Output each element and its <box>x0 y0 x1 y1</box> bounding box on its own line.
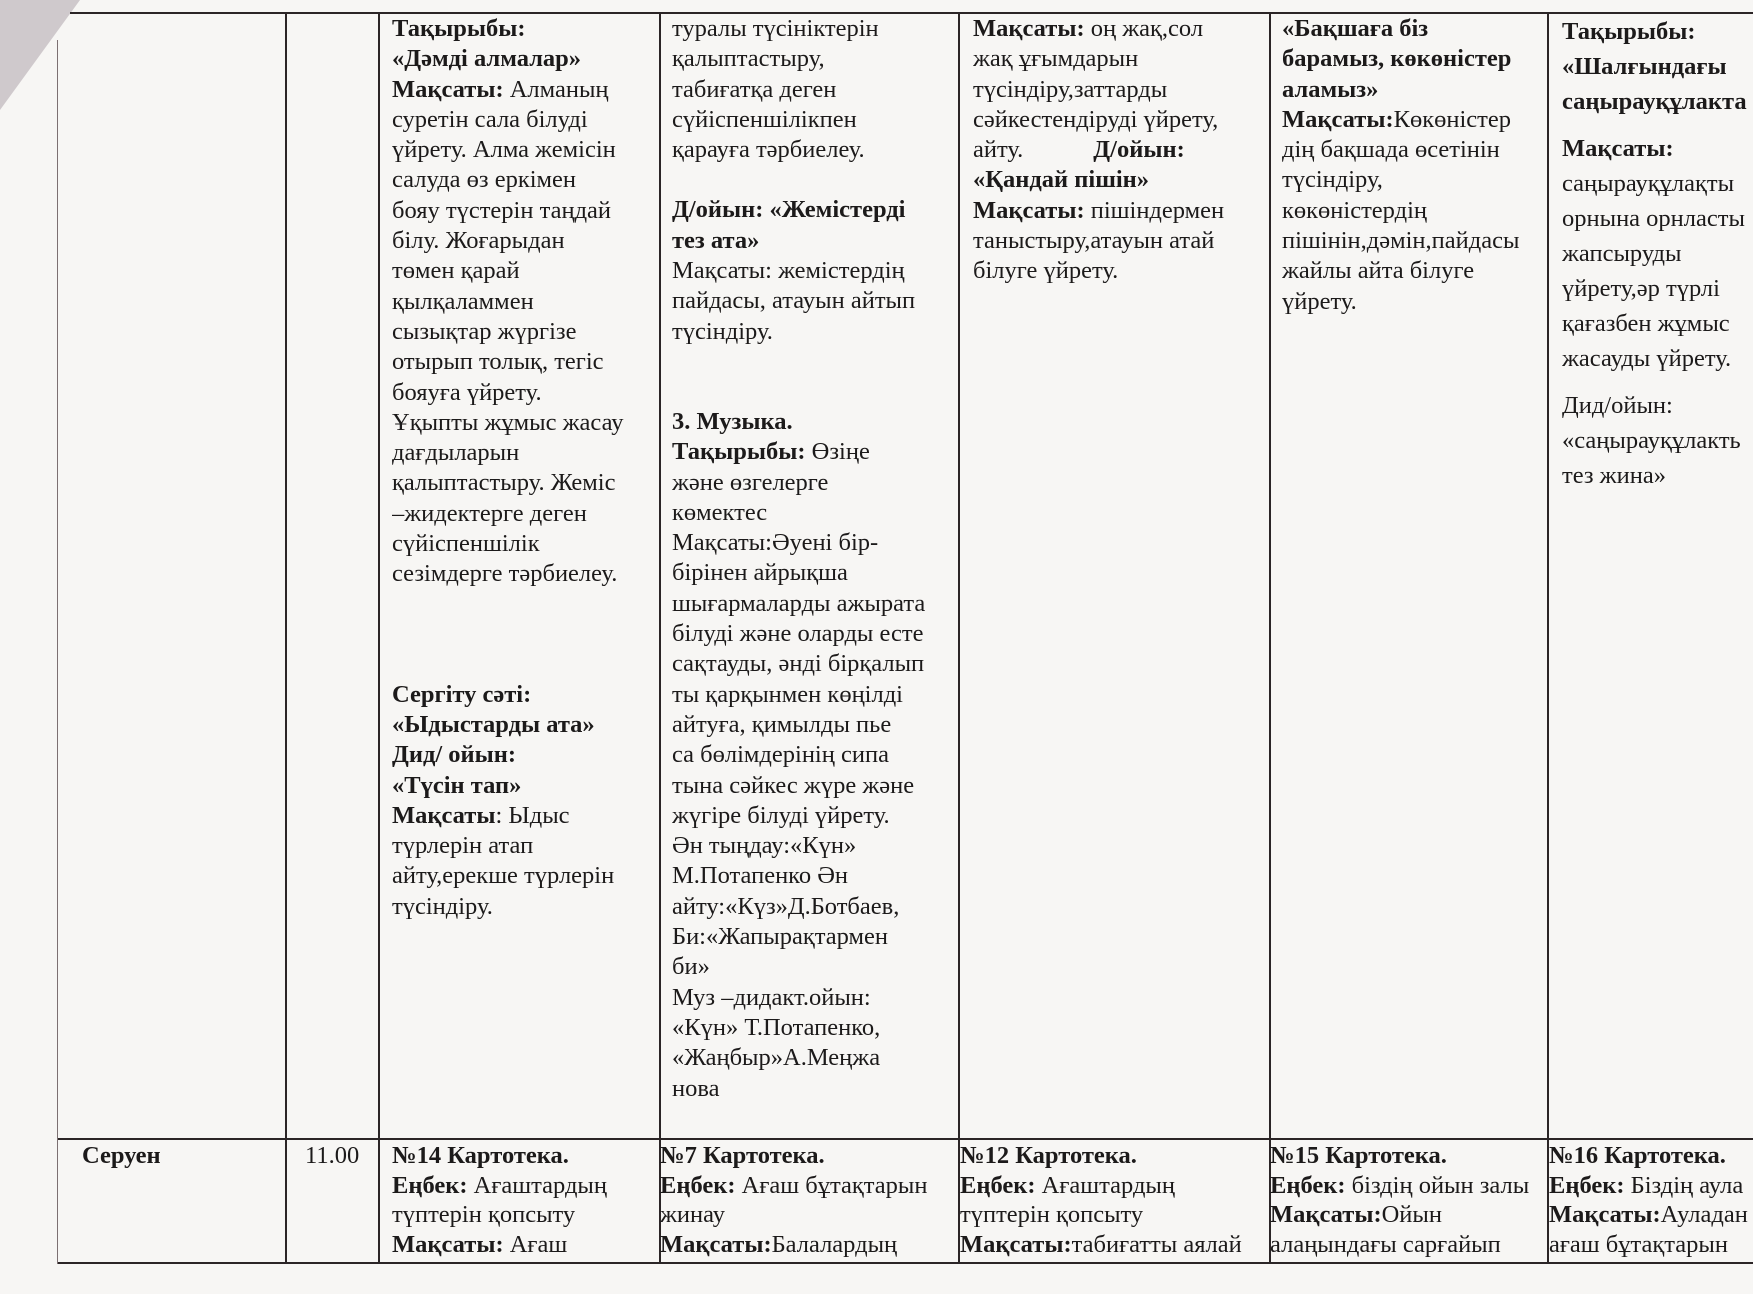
text-line: үйрету. Алма жемісін <box>392 136 616 164</box>
game-goal-first <box>392 801 658 831</box>
music-topic-lines <box>672 468 957 529</box>
goal-line <box>1549 1200 1753 1230</box>
text-line: бояу түстерін таңдай <box>392 196 612 224</box>
goal-text: оң жақ,сол <box>1084 15 1204 42</box>
game-goal-lines <box>672 256 957 347</box>
goal-line: ағаш бұтақтарын <box>1549 1230 1728 1258</box>
text-line: Ән тыңдау:«Күн» <box>672 832 857 860</box>
work-text: Біздің аула <box>1624 1171 1744 1199</box>
work-label: Еңбек: <box>1270 1171 1346 1199</box>
text-line: тез ата» <box>672 226 760 254</box>
text-line: жапсыруды <box>1562 240 1682 267</box>
goal-line: алаңындағы сарғайып <box>1270 1230 1501 1258</box>
game-goal-label: Мақсаты <box>392 801 496 829</box>
work-line <box>960 1171 1268 1201</box>
cell-math-lesson <box>973 14 1268 287</box>
text-line: аламыз» <box>1282 75 1379 103</box>
text-line: Муз –дидакт.ойын: <box>672 983 871 1011</box>
text-line: төмен қарай <box>392 257 520 285</box>
work-line: жинау <box>660 1201 726 1228</box>
activity-label: Серуен <box>82 1142 161 1169</box>
text-line: саңырауқұлақты <box>1562 170 1735 197</box>
cell-mushroom-lesson <box>1562 14 1753 493</box>
goal-text: Ағаш <box>503 1230 568 1258</box>
text-line: білуді және оларды есте <box>672 620 924 648</box>
work-line <box>1270 1171 1546 1201</box>
text-line: сақтауды, әнді бірқалып <box>672 650 925 678</box>
text-line: және өзгелерге <box>672 468 829 496</box>
text-line: айту:«Күз»Д.Ботбаев, <box>672 892 900 920</box>
work-label: Еңбек: <box>1549 1171 1625 1199</box>
game-label-lines <box>672 195 957 256</box>
text-line: Мақсаты:Әуені бір- <box>672 529 879 557</box>
text-line: көмектес <box>672 498 768 526</box>
text-line: таныстыру,атауын атай <box>973 227 1215 255</box>
goal-label: Мақсаты: <box>392 75 504 103</box>
intro-lines <box>672 14 957 165</box>
work-label: Еңбек: <box>960 1171 1036 1199</box>
text-line: пайдасы, атауын айтып <box>672 287 916 315</box>
text-line: қағазбен жұмыс <box>1562 310 1730 337</box>
text-line: үйрету,әр түрлі <box>1562 275 1720 302</box>
work-text: біздің ойын залы <box>1345 1171 1530 1199</box>
text-line: тез жина» <box>1562 462 1666 489</box>
text-line: қалыптастыру, <box>672 45 825 73</box>
goal-label: Мақсаты: <box>960 1230 1072 1258</box>
text-line: Мақсаты: жемістердің <box>672 257 905 285</box>
text-line: түрлерін атап <box>392 832 534 860</box>
text-line: Би:«Жапырақтармен <box>672 923 888 951</box>
work-line <box>1549 1171 1753 1201</box>
goal-text: Балалардың <box>771 1230 898 1258</box>
text-line: Д/ойын: «Жемістерді <box>672 196 906 224</box>
text-line: –жидектерге деген <box>392 499 587 527</box>
col-line <box>1269 12 1271 1264</box>
text-line: дағдыларын <box>392 439 520 467</box>
game-label: Д/ойын: <box>1093 136 1185 164</box>
topic-title: «Дәмді алмалар» <box>392 45 582 73</box>
text-line: «Шалғындағы <box>1562 53 1727 80</box>
card-number: №14 Картотека. <box>392 1142 569 1169</box>
text-line: сүйіспеншілік <box>392 530 540 558</box>
work-line: түптерін қопсыту <box>392 1201 576 1228</box>
text-line: айтуға, қимылды пье <box>672 710 892 738</box>
cell-art-lesson <box>392 14 658 922</box>
text-line: «Жаңбыр»А.Меңжа <box>672 1044 881 1072</box>
text-line: жақ ұғымдарын <box>973 45 1139 73</box>
text-line: жүгіре білуді үйрету. <box>672 801 890 829</box>
goal-lines <box>1282 135 1546 317</box>
text-line: шығармаларды ажырата <box>672 589 926 617</box>
goal-line <box>1270 1200 1546 1230</box>
goal-first <box>1282 105 1546 135</box>
text-line: «Бақшаға біз <box>1282 15 1429 42</box>
break-title: «Ыдыстарды ата» <box>392 710 595 738</box>
col-line <box>378 12 380 1264</box>
work-text: Ағаштардың <box>467 1171 607 1199</box>
walk-cell-0 <box>392 1141 658 1261</box>
game-goal-text: пішіндермен <box>1084 196 1225 224</box>
text-line: сәйкестендіруді үйрету, <box>973 105 1219 133</box>
text-line: жасауды үйрету. <box>1562 345 1732 372</box>
cell-nature-music-lesson <box>672 14 957 1104</box>
break-label: Сергіту сәті: <box>392 680 532 708</box>
game-label: Дид/ ойын: <box>392 741 517 769</box>
goal-line <box>960 1230 1268 1260</box>
goal-text: табиғатты аялай <box>1071 1230 1242 1258</box>
game-goal-label: Мақсаты: <box>973 196 1085 224</box>
text-line: туралы түсініктерін <box>672 15 879 42</box>
goal-text: Ауладан <box>1660 1201 1748 1228</box>
cell-vegetables-lesson <box>1282 14 1546 317</box>
work-line <box>392 1171 658 1201</box>
text-line: түсіндіру. <box>392 892 493 920</box>
text-line: отырып толық, тегіс <box>392 348 604 376</box>
game-goal-lines <box>973 226 1268 287</box>
game-goal-text: : Ыдыс <box>495 801 570 829</box>
game-label: Дид/ойын: <box>1562 392 1673 419</box>
work-line: түптерін қопсыту <box>960 1201 1144 1228</box>
walk-cell-3 <box>1270 1141 1546 1261</box>
goal-text: Ойын <box>1381 1201 1442 1228</box>
goal-label: Мақсаты: <box>1270 1201 1382 1228</box>
text-line: «саңырауқұлакть <box>1562 427 1741 454</box>
text-line: тына сәйкес жүре және <box>672 771 915 799</box>
text-line: сезімдерге тәрбиелеу. <box>392 560 618 588</box>
goal-label: Мақсаты: <box>392 1230 504 1258</box>
card-number: №12 Картотека. <box>960 1142 1137 1169</box>
goal-lines <box>973 44 1268 135</box>
music-topic-text: Өзіңе <box>805 438 870 466</box>
game-goal-first <box>973 196 1268 226</box>
goal-label: Мақсаты: <box>1282 105 1394 133</box>
text-line: табиғатқа деген <box>672 75 837 103</box>
goal-label: Мақсаты: <box>973 15 1085 42</box>
walk-cell-4 <box>1549 1141 1753 1261</box>
col-line <box>57 40 58 1264</box>
topic-label: Тақырыбы: <box>1562 18 1696 45</box>
text-line: орнына орнласты <box>1562 205 1745 232</box>
text-line: би» <box>672 953 710 981</box>
text-line: білу. Жоғарыдан <box>392 227 565 255</box>
text-line: сүйіспеншілікпен <box>672 105 857 133</box>
col-line <box>285 12 287 1264</box>
music-topic-label: Тақырыбы: <box>672 438 806 466</box>
text-line: түсіндіру,заттарды <box>973 75 1168 103</box>
goal-label: Мақсаты: <box>660 1230 772 1258</box>
col-line <box>659 12 661 1264</box>
work-label: Еңбек: <box>660 1171 736 1199</box>
text-line: ты қарқынмен көңілді <box>672 680 903 708</box>
table-bottom-border <box>57 1262 1753 1264</box>
text-line: бірінен айрықша <box>672 559 848 587</box>
text-line: салуда өз еркімен <box>392 166 577 194</box>
card-number: №15 Картотека. <box>1270 1142 1447 1169</box>
game-title: «Түсін тап» <box>392 771 522 799</box>
card-number: №7 Картотека. <box>660 1142 825 1169</box>
row-divider <box>57 1138 1753 1140</box>
goal-last-line <box>973 135 1268 165</box>
text-line: Ұқыпты жұмыс жасау <box>392 408 624 436</box>
music-title: 3. Музыка. <box>672 407 793 435</box>
goal-first <box>973 14 1268 44</box>
music-topic-first <box>672 437 957 467</box>
goal-label: Мақсаты: <box>1549 1201 1661 1228</box>
walk-cell-1 <box>660 1141 957 1261</box>
goal-line <box>660 1230 957 1260</box>
goal-first-line <box>392 75 658 105</box>
goal-lines <box>392 105 658 590</box>
goal-lines <box>1562 166 1753 376</box>
text-line: жайлы айта білуге <box>1282 257 1475 285</box>
text-line: М.Потапенко Ән <box>672 862 849 890</box>
goal-text: Көкөністер <box>1393 105 1511 133</box>
text-line: түсіндіру. <box>672 317 773 345</box>
music-goal-lines <box>672 528 957 1104</box>
card-number: №16 Картотека. <box>1549 1142 1726 1169</box>
text-line: айту,ерекше түрлерін <box>392 862 615 890</box>
topic-lines <box>1562 49 1753 119</box>
text-line: қарауға тәрбиелеу. <box>672 136 865 164</box>
text-line: түсіндіру, <box>1282 166 1383 194</box>
text-line: суретін сала білуді <box>392 105 588 133</box>
game-goal-lines <box>392 831 658 922</box>
title-lines <box>1282 14 1546 105</box>
col-line <box>1547 12 1549 1264</box>
text-line: бояуға үйрету. <box>392 378 542 406</box>
text-line: үйрету. <box>1282 287 1357 315</box>
work-line <box>660 1171 957 1201</box>
game-lines <box>1562 423 1753 493</box>
work-text: Ағаштардың <box>1035 1171 1175 1199</box>
goal-label: Мақсаты: <box>1562 135 1674 162</box>
text-line: білуге үйрету. <box>973 257 1119 285</box>
text-line: көкөністердің <box>1282 196 1427 224</box>
goal-line <box>392 1230 658 1260</box>
text-line: са бөлімдерінің сипа <box>672 741 889 769</box>
goal-text: Алманың <box>503 75 609 103</box>
page-fold-shadow <box>0 0 80 110</box>
text-line: нова <box>672 1074 720 1102</box>
text-line: барамыз, көкөністер <box>1282 45 1512 73</box>
work-label: Еңбек: <box>392 1171 468 1199</box>
text-line: сызықтар жүргізе <box>392 317 577 345</box>
time-label: 11.00 <box>305 1142 360 1169</box>
game-title: «Қандай пішін» <box>973 166 1150 194</box>
col-line <box>958 12 960 1264</box>
text-line: қылқаламмен <box>392 287 534 315</box>
topic-label: Тақырыбы: <box>392 15 526 42</box>
text-line: дің бақшада өсетінін <box>1282 136 1500 164</box>
walk-cell-2 <box>960 1141 1268 1261</box>
text-line: пішінін,дәмін,пайдасы <box>1282 227 1520 255</box>
text-line: «Күн» Т.Потапенко, <box>672 1013 881 1041</box>
text-line: қалыптастыру. Жеміс <box>392 469 616 497</box>
work-text: Ағаш бұтақтарын <box>735 1171 928 1199</box>
goal-last: айту. <box>973 136 1024 164</box>
text-line: саңырауқұлакта <box>1562 88 1747 115</box>
